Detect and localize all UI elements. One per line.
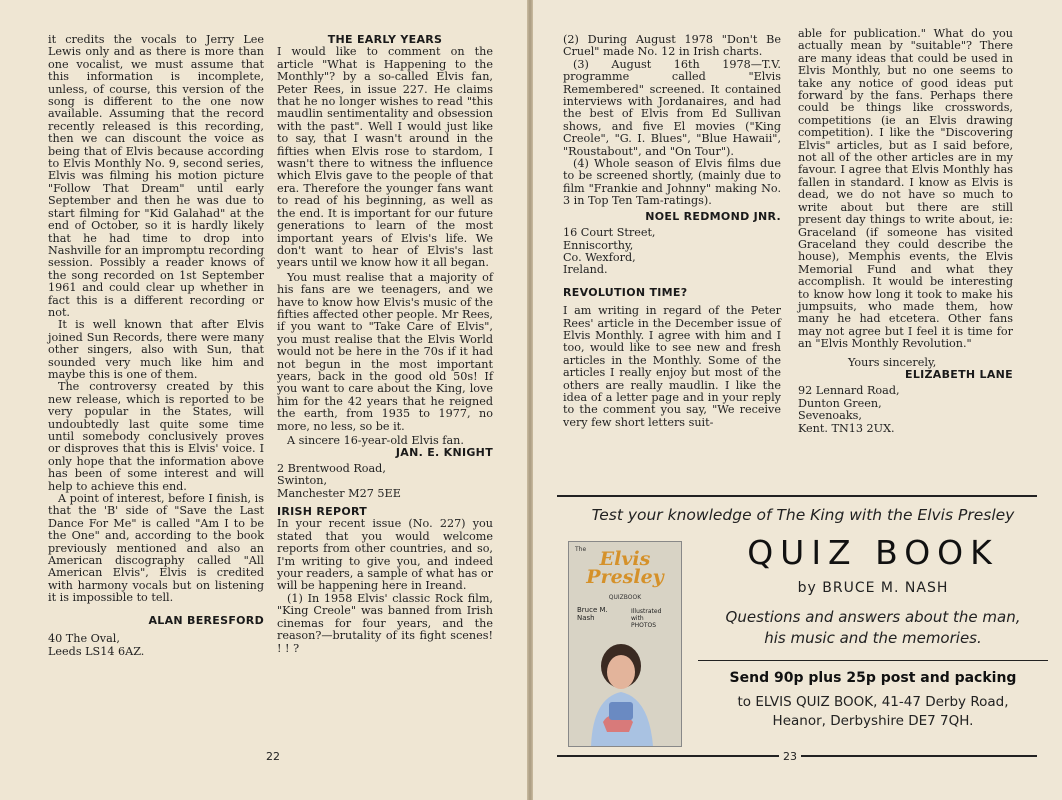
author-address xyxy=(798,385,1013,435)
left-column-2 xyxy=(277,34,493,655)
letter-paragraph: A sincere 16-year-old Elvis fan. xyxy=(287,434,464,447)
book-cover-title-line: Presley xyxy=(586,566,664,588)
letter-paragraph: You must realise that a majority of his fans are we teenagers, and we have to know how Elvis's music of the fifties affected other people. Mr Rees, if you want to "Take Care of Elvis", you must realise that the Elvis World would not be here in the 70s if it had not begun in the most important years, back in the good old 50s! If you want to care about the King, love him for the 42 years that he reigned the earth, from 1935 to 1977, no more, no less, so be it. xyxy=(277,270,493,433)
address-line: Kent. TN13 2UX. xyxy=(798,421,895,435)
book-cover-ill-line: PHOTOS xyxy=(631,622,657,629)
ad-title: QUIZ BOOK xyxy=(747,533,999,572)
address-line: 2 Brentwood Road, xyxy=(277,461,386,475)
address-line: Swinton, xyxy=(277,474,328,488)
ad-order-address xyxy=(703,693,1043,731)
author-address xyxy=(48,633,264,658)
ad-tagline-line: Questions and answers about the man, xyxy=(725,608,1021,626)
page-number: 23 xyxy=(779,750,801,763)
letter-paragraph: I am writing in regard of the Peter Rees' article in the December issue of Elvis Monthly. I agree with him and I too, would like to see new and fresh articles in the Monthly. Some of the articles I really enjoy but most of the others are really maudlin. I like the idea of a letter page and in your reply to the comment you say, "We receive very few short letters suit- xyxy=(563,304,781,429)
letter-paragraph: (4) Whole season of Elvis films due to be screened shortly, (mainly due to film "Frankie and Johnny" making No. 3 in Top Ten Tam-ratings). xyxy=(563,157,781,208)
page-number: 22 xyxy=(266,750,280,763)
book-cover-subtitle: QUIZBOOK xyxy=(608,594,642,601)
address-line: 92 Lennard Road, xyxy=(798,384,900,398)
letter-paragraph: (2) During August 1978 "Don't Be Cruel" made No. 12 in Irish charts. xyxy=(563,33,781,59)
letter-paragraph: (1) In 1958 Elvis' classic Rock film, "King Creole" was banned from Irish cinemas for four years, and the reason?—brutality of its fight scenes! ! ! ? xyxy=(277,591,493,655)
right-column-1 xyxy=(563,34,781,429)
ad-order-line: to ELVIS QUIZ BOOK, 41-47 Derby Road, xyxy=(737,694,1009,710)
book-cover-ill-line: with xyxy=(631,615,644,622)
ad-top-rule xyxy=(557,495,1037,497)
letter-paragraph: it credits the vocals to Jerry Lee Lewis only and as there is more than one vocalist, we must assume that this information is incomplete, unless, of course, this version of the song is different to the one now available. Assuming that the record recently released is this recording, then we can discount the voice as being that of Elvis because according to Elvis Monthly No. 9, second series, Elvis was filming his motion picture "Follow That Dream" until early September and then he was due to start filming for "Kid Galahad" at the end of October, so it is hardly likely that he had time to drop into Nashville for an impromptu recording session. Possibly a reader knows of the song recorded on 1st September 1961 and could clear up whether in fact this is a different recording or not. xyxy=(48,33,264,319)
left-column-1 xyxy=(48,34,264,658)
address-line: Leeds LS14 6AZ. xyxy=(48,644,145,658)
book-cover-portrait xyxy=(569,542,681,746)
letter-paragraph: It is well known that after Elvis joined Sun Records, there were many other singers, also with Sun, that sounded very much like him and maybe this is one of them. xyxy=(48,318,264,381)
address-line: Co. Wexford, xyxy=(563,250,636,264)
book-cover-author-line: Bruce M. xyxy=(577,606,608,614)
quiz-book-cover xyxy=(568,541,682,747)
ad-headline: Test your knowledge of The King with the Elvis Presley xyxy=(591,506,1015,524)
author-signature: JAN. E. KNIGHT xyxy=(395,446,493,460)
author-address xyxy=(563,227,781,277)
ad-order-line: Heanor, Derbyshire DE7 7QH. xyxy=(772,713,974,729)
address-line: Dunton Green, xyxy=(798,396,882,410)
book-cover-title-line: Elvis xyxy=(599,548,651,570)
letter-paragraph: (3) August 16th 1978—T.V. programme called "Elvis Remembered" screened. It contained interviews with Jordanaires, and had the best of Elvis from Ed Sullivan shows, and five El movies ("King Creole", "G. I. Blues", "Blue Hawaii", "Roustabout", and "On Tour"). xyxy=(563,57,781,158)
right-page xyxy=(533,0,1062,800)
address-line: Manchester M27 5EE xyxy=(277,486,401,500)
section-heading: REVOLUTION TIME? xyxy=(563,285,688,299)
author-signature: ALAN BERESFORD xyxy=(148,613,264,627)
left-page xyxy=(0,0,527,800)
ad-divider xyxy=(698,660,1048,661)
address-line: 40 The Oval, xyxy=(48,632,120,646)
address-line: 16 Court Street, xyxy=(563,226,656,240)
author-address xyxy=(277,463,493,500)
address-line: Ireland. xyxy=(563,263,608,277)
author-signature: NOEL REDMOND JNR. xyxy=(645,209,781,223)
book-cover-the: The xyxy=(575,546,587,553)
letter-paragraph: able for publication." What do you actually mean by "suitable"? There are many ideas that could be used in Elvis Monthly, but no one seems to take any notice of good ideas put forward by the fans. Perhaps there could be things like crosswords, competitions (ie an Elvis drawing competition). I like the "Discovering Elvis" articles, but as I said before, not all of the other articles are in my favour. I agree that Elvis Monthly has fallen in standard. I know as Elvis is dead, we do not have so much to write about but there are still present day things to write about, ie: Graceland (if someone has visited Graceland they could describe the house), Memphis events, the Elvis Memorial Fund and what they accomplish. It would be interesting to know how long it took to make his jumpsuits, who made them, how many he had etcetera. Other fans may not agree but I feel it is time for an "Elvis Monthly Revolution." xyxy=(798,27,1013,351)
letter-closing: Yours sincerely, xyxy=(848,355,937,369)
book-cover-author-line: Nash xyxy=(577,614,595,622)
ad-byline: by BRUCE M. NASH xyxy=(797,580,949,596)
letter-paragraph: A point of interest, before I finish, is that the 'B' side of "Save the Last Dance For Me" is called "Am I to be the One" and, according to the book previously mentioned and also an American discography called "All American Elvis", Elvis is credited with harmony vocals but on listening it is impossible to tell. xyxy=(48,492,264,605)
ad-offer: Send 90p plus 25p post and packing xyxy=(729,670,1017,686)
address-line: Sevenoaks, xyxy=(798,409,862,423)
author-signature: ELIZABETH LANE xyxy=(905,367,1013,381)
right-column-2 xyxy=(798,28,1013,435)
section-heading: THE EARLY YEARS xyxy=(327,33,443,46)
section-heading: IRISH REPORT xyxy=(277,505,368,519)
letter-paragraph: In your recent issue (No. 227) you stated that you would welcome reports from other countries, and so, I'm writing to give you, and indeed your readers, a sample of what has or will be happening here in Ireand. xyxy=(277,517,493,593)
ad-tagline-line: his music and the memories. xyxy=(764,629,982,647)
book-cover-ill-line: Illustrated xyxy=(631,608,662,615)
address-line: Enniscorthy, xyxy=(563,238,634,252)
letter-paragraph: I would like to comment on the article "What is Happening to the Monthly"? by a so-called Elvis fan, Peter Rees, in issue 227. He claims that he no longer wishes to read "this maudlin sentimentality and obsession with the past". Well I would just like to say, that I wasn't around in the fifties when Elvis rose to stardom, I wasn't there to witness the influence which Elvis gave to the people of that era. Therefore the younger fans want to read of his beginning, as well as the end. It is important for our future generations to learn of the most important years of Elvis's life. We don't want to hear of Elvis's last years until we know how it all began. xyxy=(277,45,493,270)
ad-tagline xyxy=(698,607,1048,649)
letter-paragraph: The controversy created by this new release, which is reported to be very popular in the States, will undoubtedly last quite some time until somebody conclusively proves or disproves that this is Elvis' voice. I only hope that the information above has been of some interest and will help to achieve this end. xyxy=(48,380,264,493)
